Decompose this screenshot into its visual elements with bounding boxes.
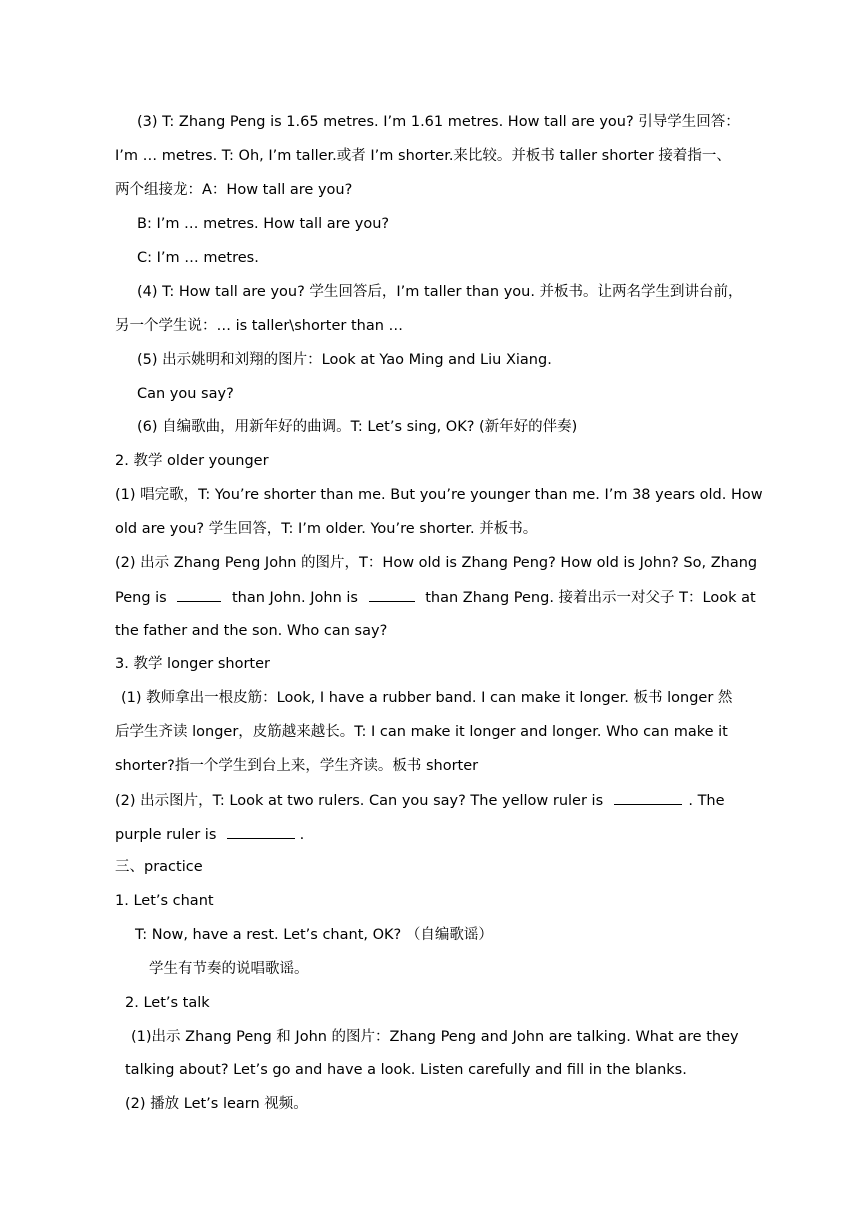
fill-blank xyxy=(177,587,221,602)
text-segment: . xyxy=(299,827,305,843)
fill-blank xyxy=(369,587,415,602)
section-heading: 2. Let’s talk xyxy=(125,995,210,1011)
text-line: (6) 自编歌曲，用新年好的曲调。T: Let’s sing, OK? (新年好的伴奏) xyxy=(137,419,578,435)
section-heading: 三、practice xyxy=(115,859,203,875)
text-segment: purple ruler is xyxy=(115,827,217,843)
text-line: (2) 出示 Zhang Peng John 的图片，T：How old is Zhang Peng? How old is John? So, Zhang xyxy=(115,555,758,571)
text-line: 两个组接龙：A：How tall are you? xyxy=(115,182,353,198)
text-line: (1) 教师拿出一根皮筋：Look, I have a rubber band. I can make it longer. 板书 longer 然 xyxy=(121,690,733,706)
section-heading: 3. 教学 longer shorter xyxy=(115,656,270,672)
text-segment: Peng is xyxy=(115,590,167,606)
text-line: (3) T: Zhang Peng is 1.65 metres. I’m 1.61 metres. How tall are you? 引导学生回答： xyxy=(137,114,740,130)
text-line: (5) 出示姚明和刘翔的图片：Look at Yao Ming and Liu Xiang. xyxy=(137,352,552,368)
text-line: 另一个学生说：… is taller\shorter than … xyxy=(115,318,404,334)
text-line: 后学生齐读 longer，皮筋越来越长。T: I can make it longer and longer. Who can make it xyxy=(115,724,728,740)
section-heading: 1. Let’s chant xyxy=(115,893,214,909)
text-line: I’m … metres. T: Oh, I’m taller.或者 I’m shorter.来比较。并板书 taller shorter 接着指一、 xyxy=(115,148,731,164)
text-line-with-blanks xyxy=(115,824,304,845)
text-line-with-blanks xyxy=(115,587,756,608)
text-line: the father and the son. Who can say? xyxy=(115,623,388,639)
text-line: T: Now, have a rest. Let’s chant, OK? （自编歌谣） xyxy=(135,927,493,943)
text-segment: . The xyxy=(688,793,725,809)
text-line: (1) 唱完歌，T: You’re shorter than me. But you’re younger than me. I’m 38 years old. How xyxy=(115,487,763,503)
text-line: shorter?指一个学生到台上来，学生齐读。板书 shorter xyxy=(115,758,479,774)
section-heading: 2. 教学 older younger xyxy=(115,453,269,469)
text-line: Can you say? xyxy=(137,386,234,402)
fill-blank xyxy=(614,790,682,805)
text-line: C: I’m … metres. xyxy=(137,250,259,266)
text-line: (1)出示 Zhang Peng 和 John 的图片：Zhang Peng and John are talking. What are they xyxy=(131,1029,739,1045)
text-segment: (2) 出示图片，T: Look at two rulers. Can you say? The yellow ruler is xyxy=(115,793,604,809)
text-line: (2) 播放 Let’s learn 视频。 xyxy=(125,1096,308,1112)
text-line-with-blanks xyxy=(115,790,725,811)
text-line: old are you? 学生回答，T: I’m older. You’re shorter. 并板书。 xyxy=(115,521,538,537)
text-line: B: I’m … metres. How tall are you? xyxy=(137,216,390,232)
text-line: talking about? Let’s go and have a look. Listen carefully and fill in the blanks. xyxy=(125,1062,687,1078)
text-line: 学生有节奏的说唱歌谣。 xyxy=(149,961,309,977)
fill-blank xyxy=(227,824,295,839)
text-segment: than John. John is xyxy=(231,590,358,606)
text-segment: than Zhang Peng. 接着出示一对父子 T：Look at xyxy=(425,590,756,606)
text-line: (4) T: How tall are you? 学生回答后，I’m taller than you. 并板书。让两名学生到讲台前， xyxy=(137,284,743,300)
